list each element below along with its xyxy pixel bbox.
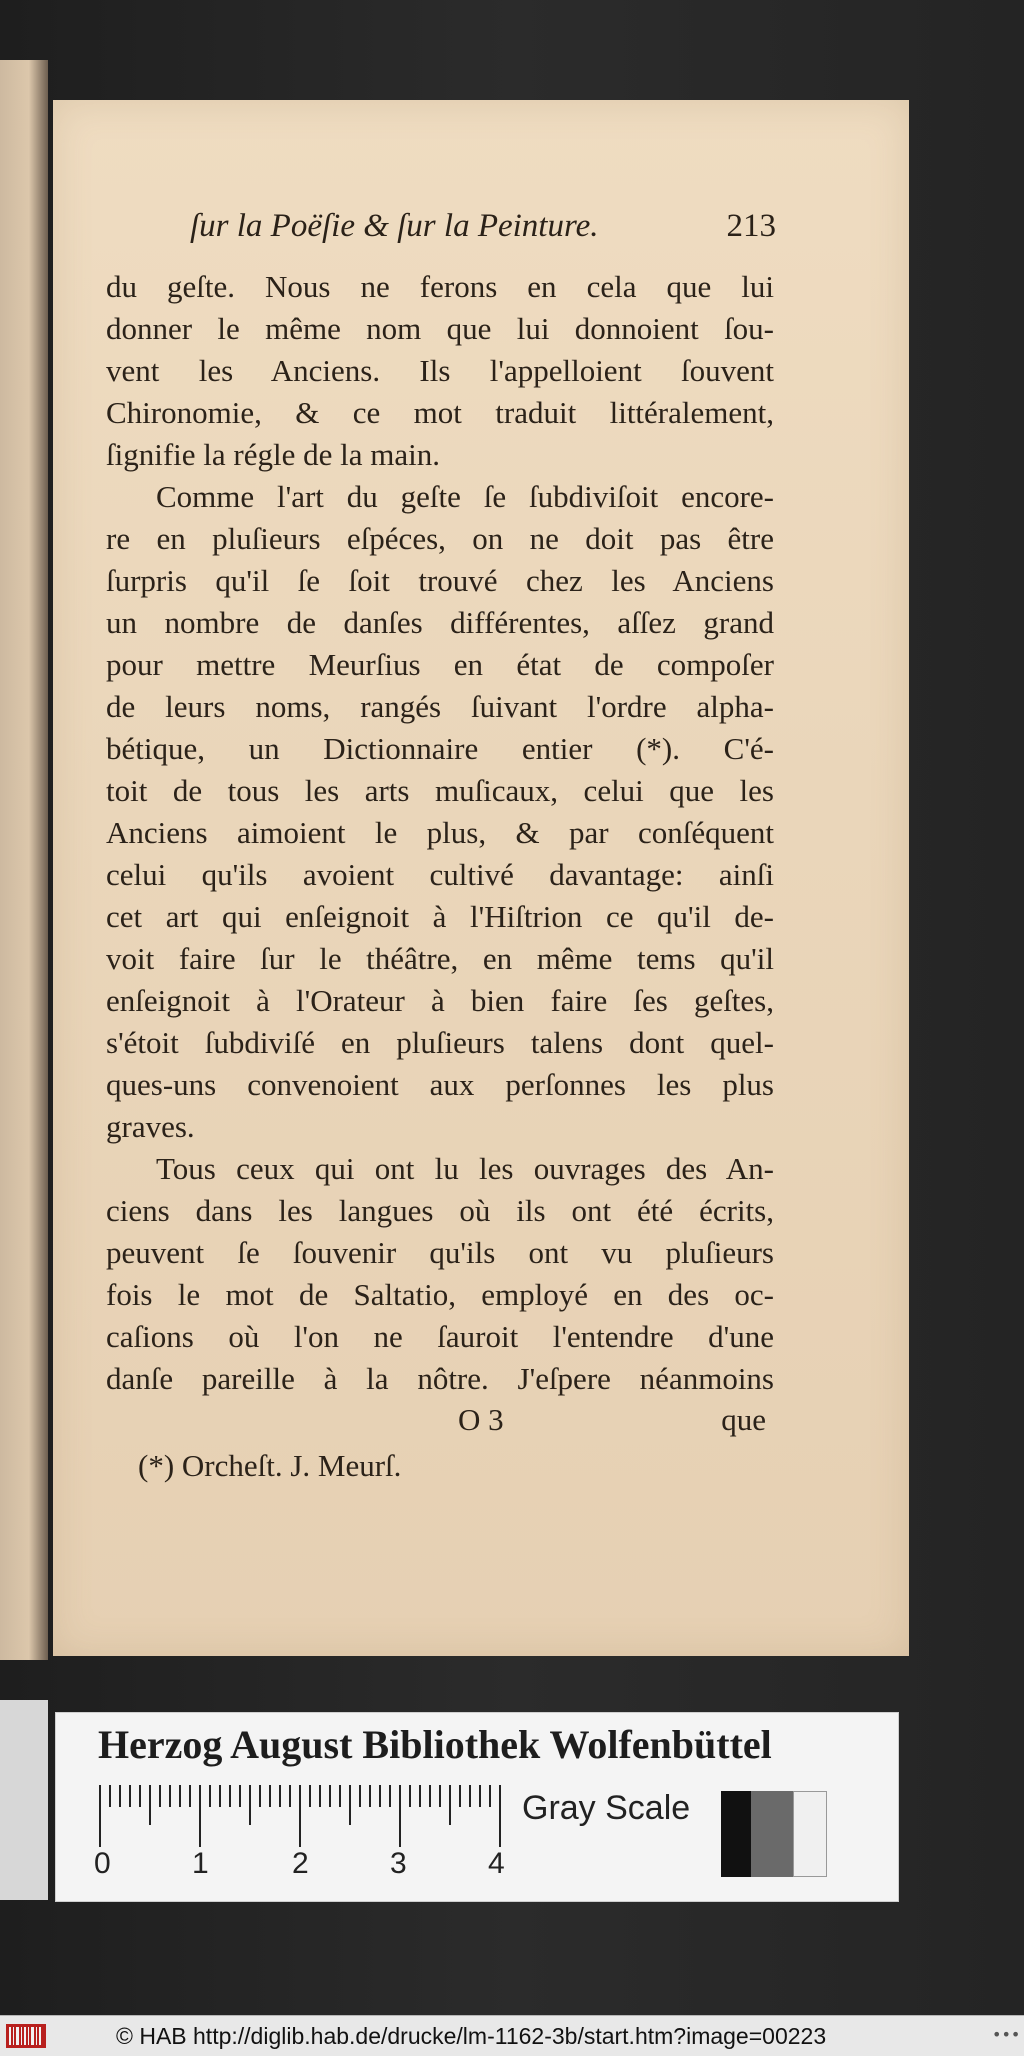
text-line: ciens dans les langues où ils ont été écrits, <box>106 1193 774 1228</box>
more-options-icon[interactable]: ••• <box>992 2025 1021 2044</box>
library-name: Herzog August Bibliothek Wolfenbüttel <box>98 1722 772 1767</box>
gray-patch-white <box>793 1791 827 1877</box>
text-line: voit faire ſur le théâtre, en même tems qu'il <box>106 941 774 976</box>
text-line: ſignifie la régle de la main. <box>106 437 440 472</box>
gray-patch-black <box>721 1791 751 1877</box>
running-head <box>190 208 780 258</box>
signature-mark: O 3 <box>458 1402 504 1437</box>
text-line: Anciens aimoient le plus, & par conſéquent <box>106 815 774 850</box>
text-line: du geſte. Nous ne ferons en cela que lui <box>106 269 774 304</box>
text-line: danſe pareille à la nôtre. J'eſpere néanmoins <box>106 1361 774 1396</box>
page-number: 213 <box>726 208 776 244</box>
copyright-url[interactable]: © HAB http://diglib.hab.de/drucke/lm-1162-3b/start.htm?image=00223 <box>116 2023 827 2049</box>
text-line: celui qu'ils avoient cultivé davantage: ainſi <box>106 857 774 892</box>
text-line: vent les Anciens. Ils l'appelloient ſouvent <box>106 353 774 388</box>
text-line: Chironomie, & ce mot traduit littéralement, <box>106 395 774 430</box>
ruler-numbers <box>94 1847 518 1887</box>
text-line: bétique, un Dictionnaire entier (*). C'é- <box>106 731 774 766</box>
ruler-number: 3 <box>390 1847 407 1880</box>
text-line: donner le même nom que lui donnoient ſou- <box>106 311 774 346</box>
text-line: fois le mot de Saltatio, employé en des oc- <box>106 1277 774 1312</box>
ruler-scale <box>98 1785 508 1855</box>
text-line: pour mettre Meurſius en état de compoſer <box>106 647 774 682</box>
text-line: un nombre de danſes différentes, aſſez grand <box>106 605 774 640</box>
footnote: (*) Orcheſt. J. Meurſ. <box>138 1448 402 1483</box>
text-line: ſurpris qu'il ſe ſoit trouvé chez les Anciens <box>106 563 774 598</box>
adjacent-card-edge <box>0 1700 48 1900</box>
signature-line <box>106 1402 774 1444</box>
barcode-logo-icon <box>6 2024 46 2048</box>
text-line: caſions où l'on ne ſauroit l'entendre d'une <box>106 1319 774 1354</box>
catchword: que <box>721 1402 766 1437</box>
text-line: Tous ceux qui ont lu les ouvrages des An- <box>156 1151 774 1186</box>
text-line: re en pluſieurs eſpéces, on ne doit pas être <box>106 521 774 556</box>
text-line: de leurs noms, rangés ſuivant l'ordre alpha- <box>106 689 774 724</box>
text-body <box>106 266 774 1400</box>
ruler-number: 4 <box>488 1847 505 1880</box>
gray-scale-label: Gray Scale <box>522 1789 691 1827</box>
text-line: cet art qui enſeignoit à l'Hiſtrion ce qu'il de- <box>106 899 774 934</box>
text-line: toit de tous les arts muſicaux, celui que les <box>106 773 774 808</box>
gray-patch-mid <box>751 1791 793 1877</box>
running-title: ſur la Poëſie & ſur la Peinture. <box>190 208 599 244</box>
text-line: graves. <box>106 1109 195 1144</box>
status-bar <box>0 2015 1024 2056</box>
text-line: ques-uns convenoient aux perſonnes les plus <box>106 1067 774 1102</box>
color-calibration-card <box>55 1712 899 1902</box>
text-line: Comme l'art du geſte ſe ſubdiviſoit encore- <box>156 479 774 514</box>
text-line: peuvent ſe ſouvenir qu'ils ont vu pluſieurs <box>106 1235 774 1270</box>
ruler-number: 1 <box>192 1847 209 1880</box>
ruler-number: 0 <box>94 1847 111 1880</box>
ruler-number: 2 <box>292 1847 309 1880</box>
text-line: enſeignoit à l'Orateur à bien faire ſes geſtes, <box>106 983 774 1018</box>
gray-scale-patches <box>721 1791 827 1877</box>
text-line: s'étoit ſubdiviſé en pluſieurs talens dont quel- <box>106 1025 774 1060</box>
adjacent-page-edge <box>0 60 48 1660</box>
